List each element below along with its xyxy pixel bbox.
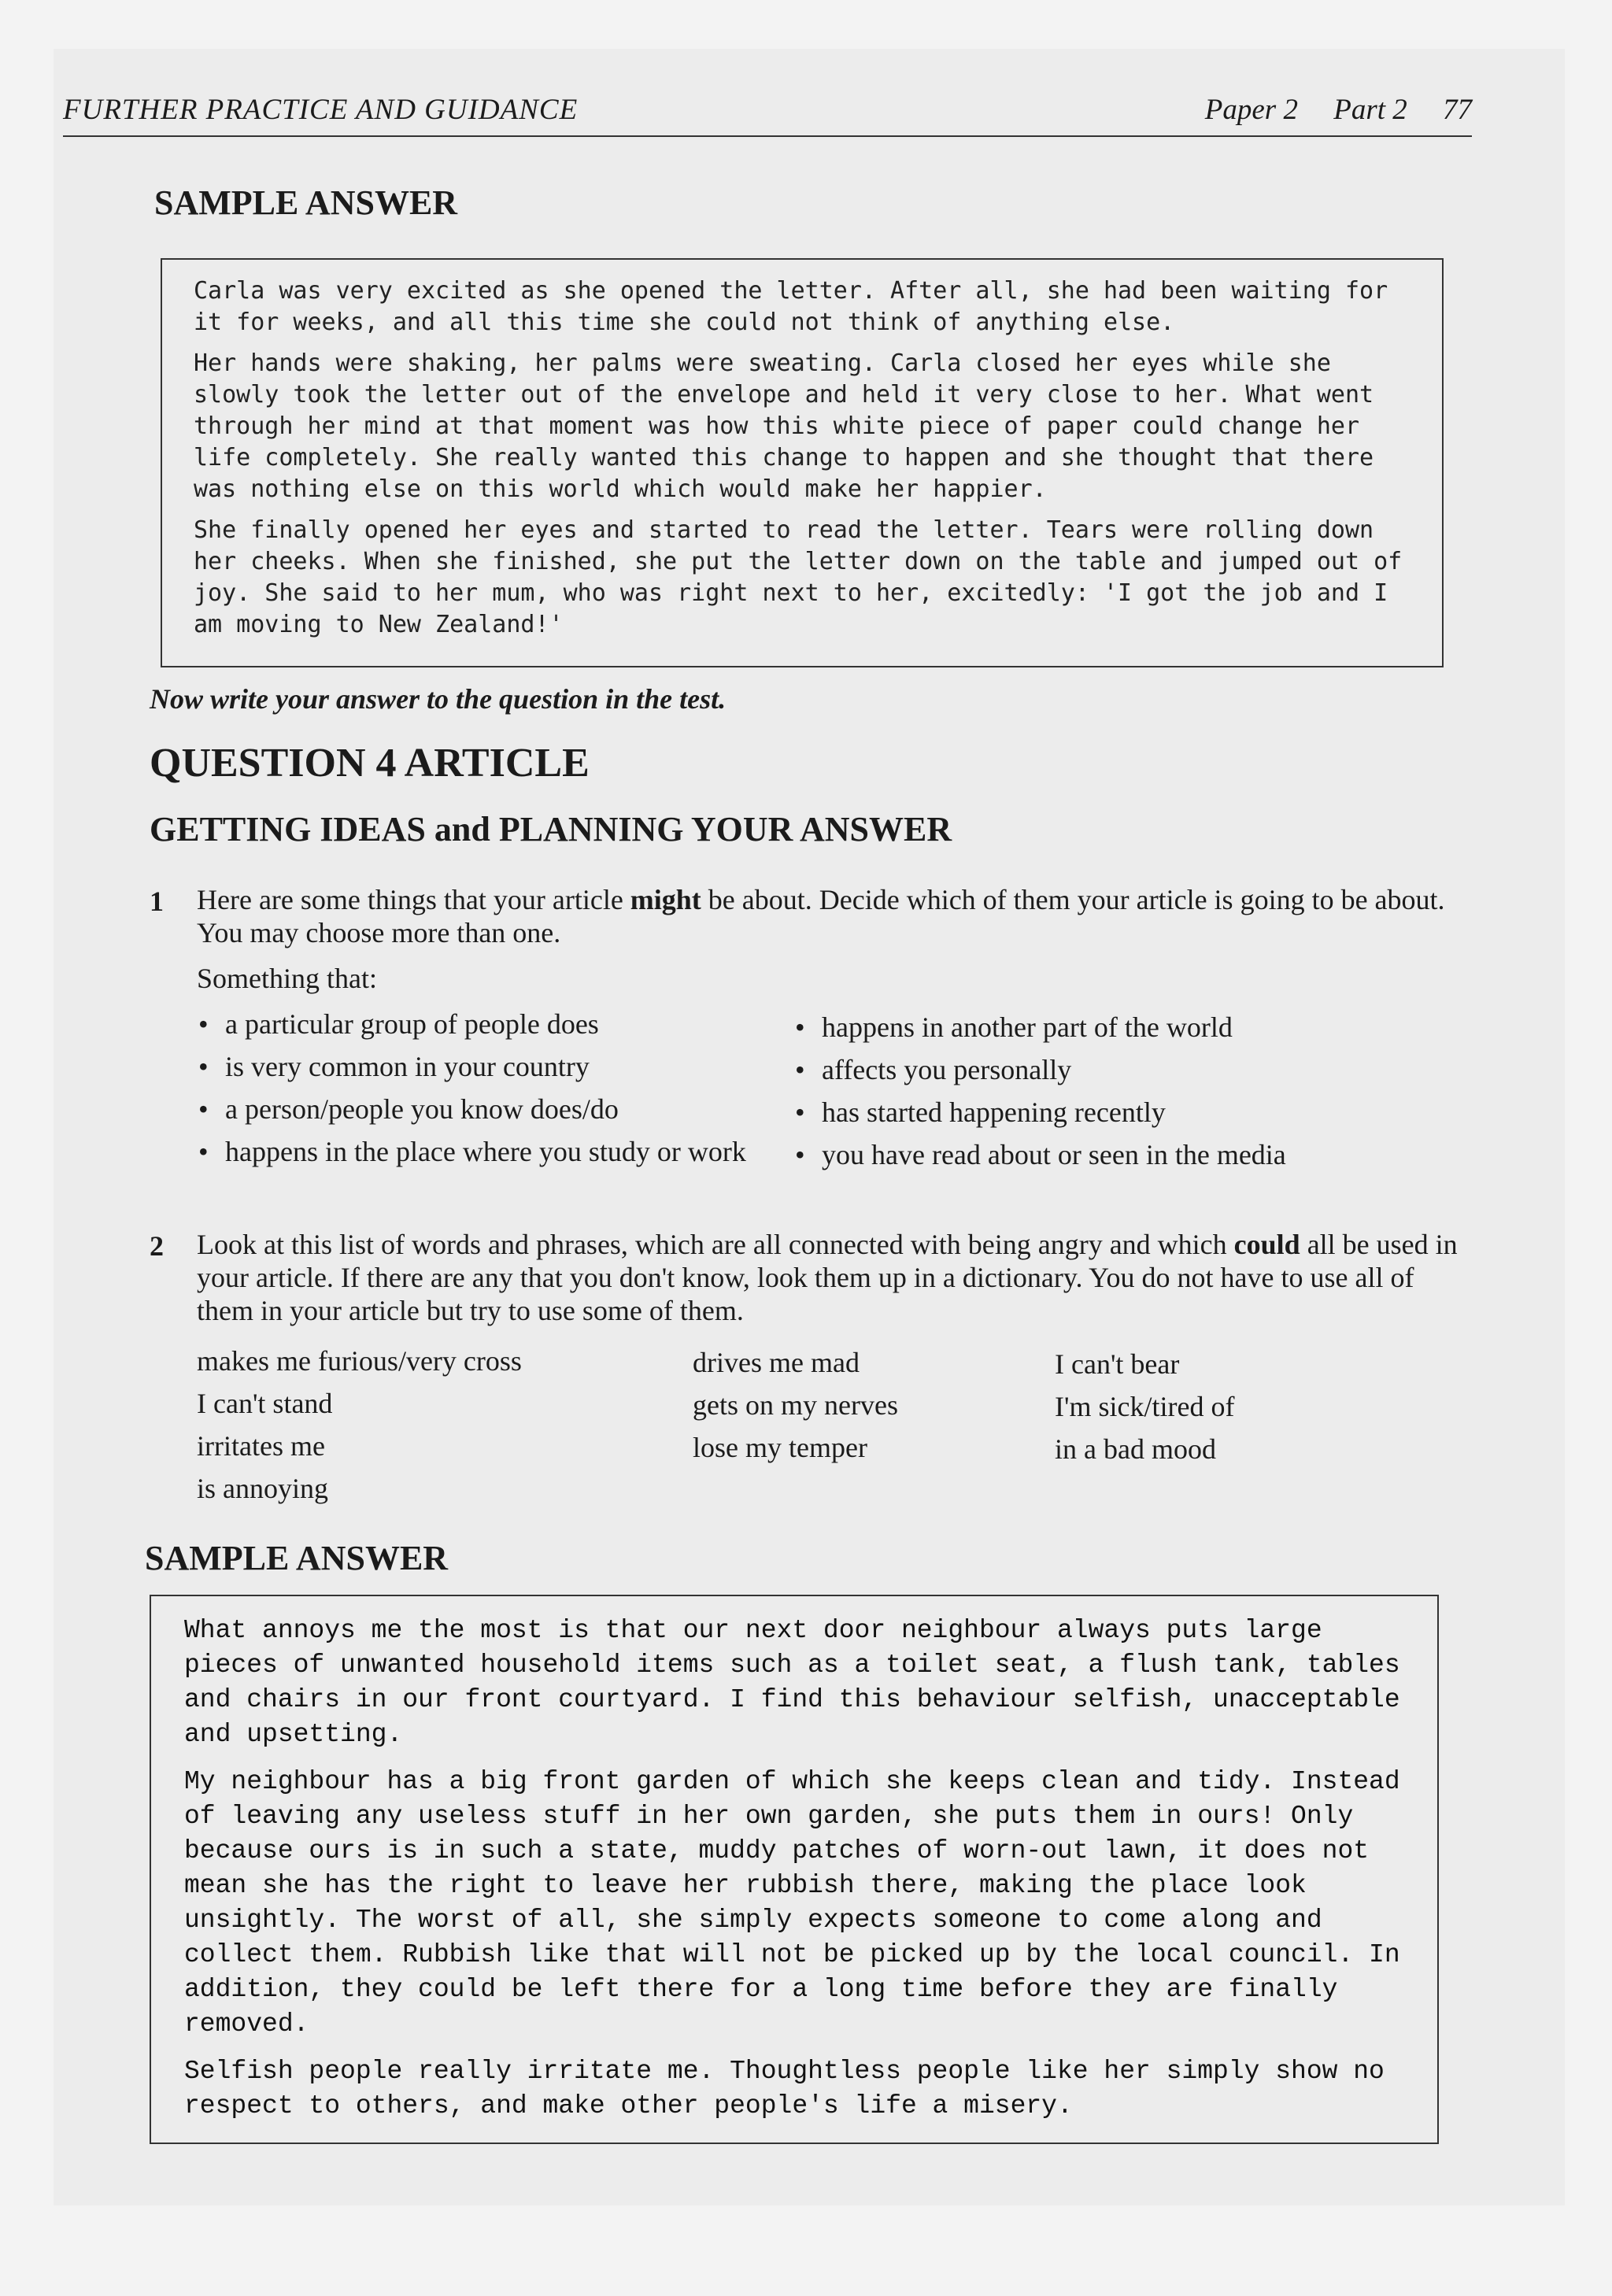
sample2-paragraph: Selfish people really irritate me. Thoughtless people like her simply show no respect to others, and make other people's life a misery. [184,2057,1385,2120]
sample1-paragraph: She finally opened her eyes and started to read the letter. Tears were rolling down her cheeks. When she finished, she put the letter down on the table and jumped out of joy. She said to her mum, who was right next to her, excitedly: 'I got the job and I am moving to New Zealand!' [194,516,1403,638]
phrase-item: I can't stand [197,1388,333,1419]
sample-answer-heading-2: SAMPLE ANSWER [145,1539,449,1577]
phrase-item: in a bad mood [1055,1433,1216,1465]
task1-lead: Something that: [197,963,377,994]
paper-label: Paper 2 [1204,94,1298,126]
sample1-paragraph: Her hands were shaking, her palms were sweating. Carla closed her eyes while she slowly took the letter out of the envelope and held it very close to her. What went through her mind at that moment was how this white piece of paper could change her life completely. She really wanted this change to happen and she thought that there was nothing else on this world which would make her happier. [194,349,1374,503]
phrase-item: drives me mad [693,1347,860,1378]
sample2-paragraph: What annoys me the most is that our next door neighbour always puts large pieces of unwanted household items such as a toilet seat, a flush tank, tables and chairs in our front courtyard. I find this behaviour selfish, unacceptable and upsetting. [184,1616,1400,1749]
task2-text-bold: could [1233,1229,1300,1260]
phrase-item: lose my temper [693,1432,867,1463]
task1-text-bold: might [630,884,701,915]
sample2-paragraph: My neighbour has a big front garden of which she keeps clean and tidy. Instead of leaving any useless stuff in her own garden, she puts them in ours! Only because ours is in such a state, muddy patches of worn-out lawn, it does not mean she has the right to leave her rubbish there, making the place look unsightly. The worst of all, she simply expects someone to come along and collect them. Rubbish like that will not be picked up by the local council. In addition, they could be left there for a long time before they are finally removed. [184,1767,1400,2039]
task1-text-b: be about. Decide which of them your article is going to be about. You may choose more than one. [197,884,1445,948]
task2-text-b: all be used in your article. If there are any that you don't know, look them up in a dictionary. You do not have to use all of them in your article but try to use some of them. [197,1229,1458,1326]
task1-text-a: Here are some things that your article [197,884,630,915]
task1-number: 1 [150,885,164,917]
sample-answer-box-1 [161,258,1444,667]
instruction-text: Now write your answer to the question in the test. [150,683,727,715]
task2-text [197,1228,1464,1327]
phrase-item: I can't bear [1055,1348,1180,1380]
phrase-item: I'm sick/tired of [1055,1391,1235,1422]
sample-answer-box-2 [150,1595,1439,2144]
part-label: Part 2 [1333,94,1407,126]
page-info [1177,93,1472,127]
task1-text [197,883,1464,949]
sample-answer-heading-1: SAMPLE ANSWER [154,183,458,222]
page-number: 77 [1443,94,1472,126]
phrase-item: makes me furious/very cross [197,1345,522,1377]
task2-text-a: Look at this list of words and phrases, which are all connected with being angry and which [197,1229,1234,1260]
phrase-item: irritates me [197,1430,325,1462]
question4-title: QUESTION 4 ARTICLE [150,741,590,786]
phrase-item: gets on my nerves [693,1389,898,1421]
sample1-paragraph: Carla was very excited as she opened the letter. After all, she had been waiting for it for weeks, and all this time she could not think of anything else. [194,277,1388,336]
section-title: FURTHER PRACTICE AND GUIDANCE [63,94,579,126]
phrase-item: is annoying [197,1473,328,1504]
task2-number: 2 [150,1230,164,1262]
running-header [63,88,1472,137]
planning-subtitle: GETTING IDEAS and PLANNING YOUR ANSWER [150,810,952,849]
